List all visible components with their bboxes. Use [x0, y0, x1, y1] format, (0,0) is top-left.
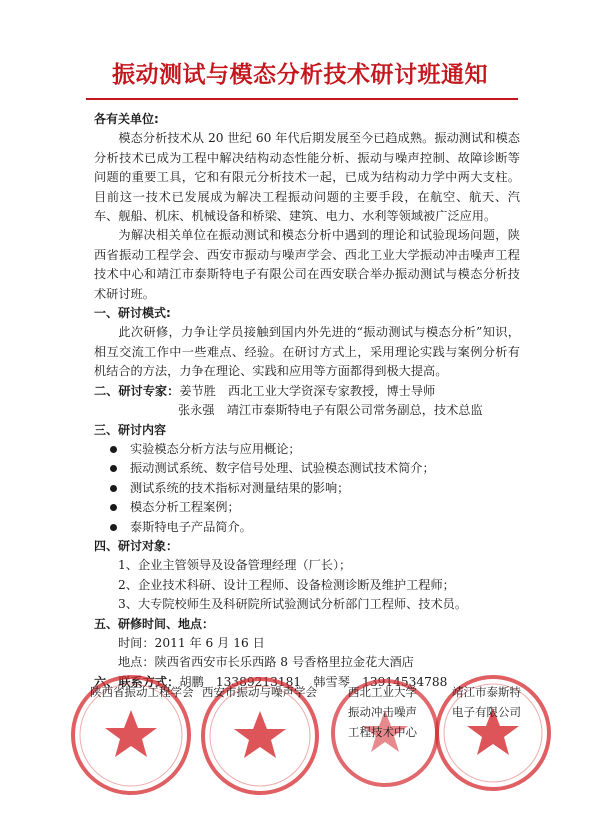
document-title: 振动测试与模态分析技术研讨班通知 — [112, 62, 488, 88]
list-item: 实验模态分析方法与应用概论； — [110, 440, 520, 459]
content-list — [94, 440, 520, 537]
bullet-icon — [110, 446, 117, 453]
organizer-4-name-line1: 靖江市泰斯特 — [452, 685, 521, 699]
bullet-icon — [110, 504, 117, 511]
list-item: 测试系统的技术指标对测量结果的影响； — [110, 479, 520, 498]
expert-1: 姜节胜 西北工业大学资深专家教授，博士导师 — [179, 383, 436, 398]
list-item: 振动测试系统、数字信号处理、试验模态测试技术简介； — [110, 459, 520, 478]
bullet-icon — [110, 524, 117, 531]
section-mode-heading: 一、研讨模式: — [94, 306, 171, 321]
organizer-3-name-line3: 工程技术中心 — [348, 725, 417, 739]
title-divider — [86, 98, 518, 100]
section-experts — [94, 382, 520, 401]
section-experts-heading: 二、研讨专家： — [94, 383, 180, 398]
section-schedule-heading: 五、研修时间、地点： — [94, 616, 215, 631]
section-mode-text: 此次研修，力争让学员接触到国内外先进的“振动测试与模态分析”知识，相互交流工作中一些难点、经验。在研讨方式上，采用理论实践与案例分析有机结合的方法，力争在理论、实践和应用等方面都得到极大提高。 — [94, 325, 520, 379]
organizer-1-name: 陕西省振动工程学会 — [90, 685, 194, 699]
schedule-time: 时间：2011 年 6 月 16 日 — [118, 635, 265, 650]
section-contact-heading: 六、联系方式： — [94, 674, 180, 689]
audience-item: 1、企业主管领导及设备管理经理（厂长）； — [118, 558, 352, 573]
notice-body — [94, 110, 520, 692]
intro-paragraph-2: 为解决相关单位在振动测试和模态分析中遇到的理论和试验现场问题，陕西省振动工程学会、西安市振动与噪声学会、西北工业大学振动冲击噪声工程技术中心和靖江市泰斯特电子有限公司在西安联合举办振动测试与模态分析技术研讨班。 — [94, 228, 520, 301]
salutation: 各有关单位: — [94, 112, 159, 126]
audience-item: 2、企业技术科研、设计工程师、设备检测诊断及维护工程师； — [118, 577, 455, 592]
contact-text: 胡鹏 13389213181 韩雪琴 13914534788 — [179, 674, 448, 689]
section-audience-heading: 四、研讨对象： — [94, 538, 179, 553]
organizer-seals — [60, 670, 560, 810]
intro-paragraph-1: 模态分析技术从 20 世纪 60 年代后期发展至今已趋成熟。振动测试和模态分析技术已成为工程中解决结构动态性能分析、振动与噪声控制、故障诊断等问题的重要工具，它和有限元分析技术一起，已成为结构动力学中两大支柱。目前这一技术已发展成为解决工程振动问题的主要手段，在航空、航天、汽车、舰船、机床、机械设备和桥梁、建筑、电力、水利等领域被广泛应用。 — [94, 131, 520, 224]
organizer-4-name-line2: 电子有限公司 — [452, 705, 521, 719]
organizer-2-name: 西安市振动与噪声学会 — [202, 685, 317, 699]
bullet-icon — [110, 485, 117, 492]
list-item: 泰斯特电子产品简介。 — [110, 518, 520, 537]
organizer-3-name-line2: 振动冲击噪声 — [348, 705, 417, 719]
section-content-heading: 三、研讨内容 — [94, 422, 167, 437]
bullet-icon — [110, 465, 117, 472]
list-item: 模态分析工程案例； — [110, 498, 520, 517]
expert-2: 张永强 靖江市泰斯特电子有限公司常务副总，技术总监 — [178, 403, 483, 418]
schedule-place: 地点：陕西省西安市长乐西路 8 号香格里拉金花大酒店 — [118, 655, 414, 670]
organizer-3-name-line1: 西北工业大学 — [348, 685, 417, 699]
audience-item: 3、大专院校师生及科研院所试验测试分析部门工程师、技术员。 — [118, 597, 468, 612]
